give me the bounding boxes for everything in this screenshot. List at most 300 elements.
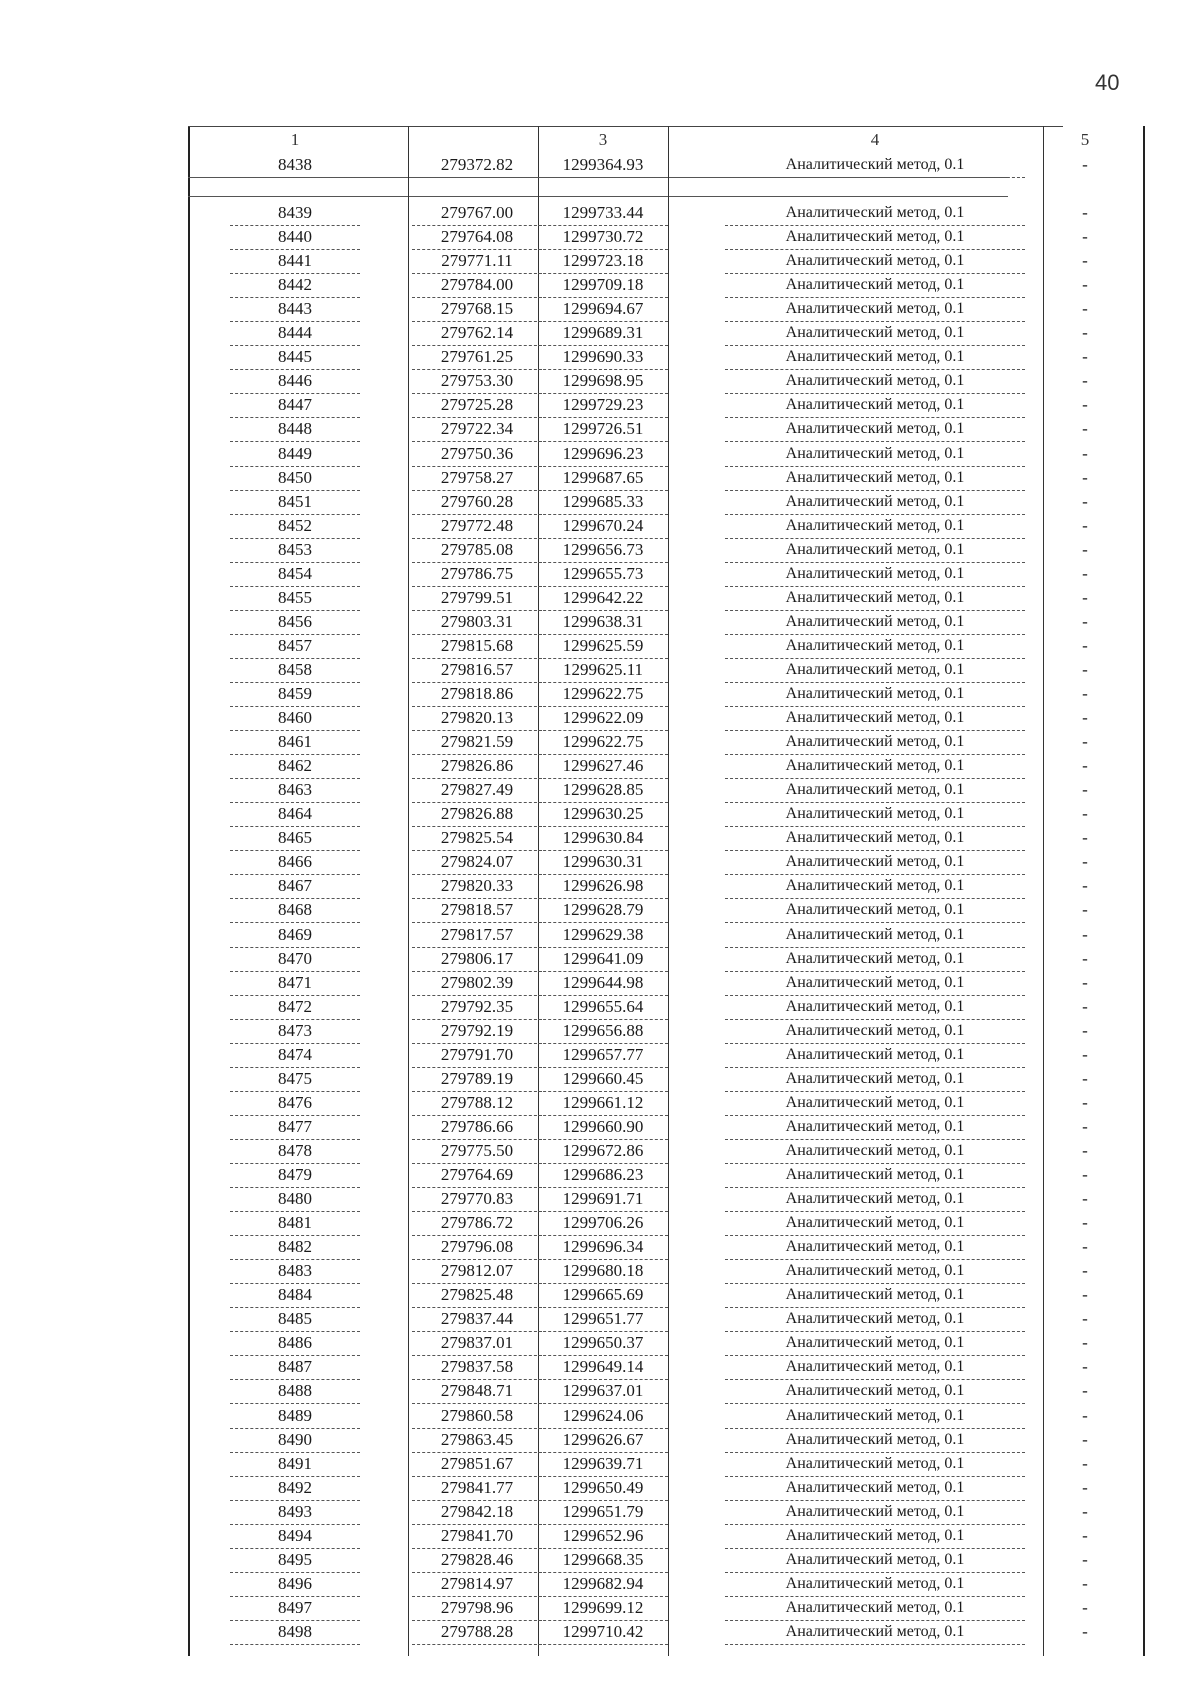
cell-coord-y: 1299650.37 bbox=[538, 1331, 668, 1356]
table-row bbox=[190, 1404, 1145, 1428]
cell-note: - bbox=[1082, 659, 1088, 679]
cell-method-accuracy: Аналитический метод, 0.1 bbox=[725, 1500, 1025, 1525]
cell-method-accuracy: Аналитический метод, 0.1 bbox=[725, 610, 1025, 635]
table-row bbox=[190, 1452, 1145, 1476]
cell-coord-x: 279764.08 bbox=[412, 225, 542, 250]
cell-note: - bbox=[1082, 1429, 1088, 1449]
cell-coord-y: 1299699.12 bbox=[538, 1596, 668, 1621]
cell-point-number: 8474 bbox=[230, 1043, 360, 1068]
cell-coord-y: 1299638.31 bbox=[538, 610, 668, 635]
cell-coord-y: 1299710.42 bbox=[538, 1620, 668, 1645]
cell-note: - bbox=[1082, 227, 1088, 247]
cell-coord-y: 1299696.34 bbox=[538, 1235, 668, 1260]
cell-method-accuracy: Аналитический метод, 0.1 bbox=[725, 971, 1025, 996]
cell-point-number: 8438 bbox=[230, 153, 360, 178]
cell-method-accuracy: Аналитический метод, 0.1 bbox=[725, 393, 1025, 418]
cell-method-accuracy: Аналитический метод, 0.1 bbox=[725, 225, 1025, 250]
cell-coord-y: 1299687.65 bbox=[538, 466, 668, 491]
cell-method-accuracy: Аналитический метод, 0.1 bbox=[725, 1355, 1025, 1380]
cell-note: - bbox=[1082, 1405, 1088, 1425]
cell-point-number: 8461 bbox=[230, 730, 360, 755]
cell-point-number: 8477 bbox=[230, 1115, 360, 1140]
cell-point-number: 8454 bbox=[230, 562, 360, 587]
cell-point-number: 8460 bbox=[230, 706, 360, 731]
cell-coord-y: 1299642.22 bbox=[538, 586, 668, 611]
cell-point-number: 8480 bbox=[230, 1187, 360, 1212]
cell-note: - bbox=[1082, 491, 1088, 511]
cell-method-accuracy: Аналитический метод, 0.1 bbox=[725, 586, 1025, 611]
cell-note: - bbox=[1082, 924, 1088, 944]
cell-method-accuracy: Аналитический метод, 0.1 bbox=[725, 1115, 1025, 1140]
cell-coord-y: 1299630.25 bbox=[538, 802, 668, 827]
cell-point-number: 8495 bbox=[230, 1548, 360, 1573]
cell-coord-x: 279785.08 bbox=[412, 538, 542, 563]
cell-coord-x: 279789.19 bbox=[412, 1067, 542, 1092]
cell-point-number: 8449 bbox=[230, 442, 360, 467]
cell-coord-y: 1299649.14 bbox=[538, 1355, 668, 1380]
cell-method-accuracy: Аналитический метод, 0.1 bbox=[725, 730, 1025, 755]
cell-method-accuracy: Аналитический метод, 0.1 bbox=[725, 754, 1025, 779]
cell-point-number: 8486 bbox=[230, 1331, 360, 1356]
cell-note: - bbox=[1082, 732, 1088, 752]
cell-coord-y: 1299680.18 bbox=[538, 1259, 668, 1284]
cell-note: - bbox=[1082, 1213, 1088, 1233]
table-row bbox=[190, 874, 1145, 898]
cell-point-number: 8455 bbox=[230, 586, 360, 611]
cell-method-accuracy: Аналитический метод, 0.1 bbox=[725, 1067, 1025, 1092]
cell-method-accuracy: Аналитический метод, 0.1 bbox=[725, 417, 1025, 442]
cell-coord-x: 279826.86 bbox=[412, 754, 542, 779]
cell-coord-y: 1299694.67 bbox=[538, 297, 668, 322]
table-row bbox=[190, 1355, 1145, 1379]
cell-coord-x: 279771.11 bbox=[412, 249, 542, 274]
cell-coord-x: 279760.28 bbox=[412, 490, 542, 515]
cell-coord-y: 1299652.96 bbox=[538, 1524, 668, 1549]
cell-note: - bbox=[1082, 1189, 1088, 1209]
cell-note: - bbox=[1082, 1261, 1088, 1281]
cell-coord-x: 279770.83 bbox=[412, 1187, 542, 1212]
cell-point-number: 8469 bbox=[230, 923, 360, 948]
cell-point-number: 8482 bbox=[230, 1235, 360, 1260]
cell-coord-y: 1299629.38 bbox=[538, 923, 668, 948]
table-row bbox=[190, 610, 1145, 634]
cell-coord-x: 279820.33 bbox=[412, 874, 542, 899]
cell-coord-x: 279767.00 bbox=[412, 201, 542, 226]
cell-coord-y: 1299627.46 bbox=[538, 754, 668, 779]
cell-coord-y: 1299637.01 bbox=[538, 1379, 668, 1404]
cell-point-number: 8472 bbox=[230, 995, 360, 1020]
cell-note: - bbox=[1082, 1165, 1088, 1184]
cell-note: - bbox=[1082, 1501, 1088, 1521]
cell-point-number: 8451 bbox=[230, 490, 360, 515]
table-row bbox=[190, 1428, 1145, 1452]
cell-coord-x: 279762.14 bbox=[412, 321, 542, 346]
cell-coord-x: 279799.51 bbox=[412, 586, 542, 611]
table-row bbox=[190, 995, 1145, 1019]
cell-coord-y: 1299622.75 bbox=[538, 682, 668, 707]
cell-note: - bbox=[1082, 1477, 1088, 1497]
cell-coord-x: 279750.36 bbox=[412, 442, 542, 467]
cell-coord-x: 279792.35 bbox=[412, 995, 542, 1020]
cell-point-number: 8458 bbox=[230, 658, 360, 683]
cell-point-number: 8459 bbox=[230, 682, 360, 707]
cell-coord-x: 279815.68 bbox=[412, 634, 542, 659]
cell-coord-x: 279818.57 bbox=[412, 898, 542, 923]
cell-method-accuracy: Аналитический метод, 0.1 bbox=[725, 201, 1025, 226]
table-row bbox=[190, 1379, 1145, 1403]
cell-method-accuracy: Аналитический метод, 0.1 bbox=[725, 850, 1025, 875]
cell-point-number: 8464 bbox=[230, 802, 360, 827]
cell-point-number: 8468 bbox=[230, 898, 360, 923]
cell-point-number: 8476 bbox=[230, 1091, 360, 1116]
cell-note: - bbox=[1082, 515, 1088, 535]
cell-note: - bbox=[1082, 828, 1088, 848]
table-row bbox=[190, 538, 1145, 562]
cell-method-accuracy: Аналитический метод, 0.1 bbox=[725, 706, 1025, 731]
cell-note: - bbox=[1082, 1116, 1088, 1136]
cell-coord-x: 279786.75 bbox=[412, 562, 542, 587]
cell-note: - bbox=[1082, 1597, 1088, 1617]
cell-point-number: 8493 bbox=[230, 1500, 360, 1525]
cell-coord-x: 279824.07 bbox=[412, 850, 542, 875]
cell-method-accuracy: Аналитический метод, 0.1 bbox=[725, 1043, 1025, 1068]
table-row bbox=[190, 249, 1145, 273]
cell-note: - bbox=[1082, 876, 1088, 896]
cell-method-accuracy: Аналитический метод, 0.1 bbox=[725, 1524, 1025, 1549]
cell-coord-x: 279761.25 bbox=[412, 345, 542, 370]
cell-note: - bbox=[1082, 804, 1088, 824]
cell-note: - bbox=[1082, 467, 1088, 487]
table-row bbox=[190, 1043, 1145, 1067]
cell-note: - bbox=[1082, 1285, 1088, 1305]
table-row bbox=[190, 1307, 1145, 1331]
cell-method-accuracy: Аналитический метод, 0.1 bbox=[725, 1548, 1025, 1573]
table-row bbox=[190, 586, 1145, 610]
table-row bbox=[190, 1163, 1145, 1187]
cell-coord-x: 279722.34 bbox=[412, 417, 542, 442]
cell-coord-x: 279851.67 bbox=[412, 1452, 542, 1477]
cell-method-accuracy: Аналитический метод, 0.1 bbox=[725, 514, 1025, 539]
cell-method-accuracy: Аналитический метод, 0.1 bbox=[725, 538, 1025, 563]
table-row bbox=[190, 345, 1145, 369]
cell-point-number: 8457 bbox=[230, 634, 360, 659]
cell-coord-y: 1299709.18 bbox=[538, 273, 668, 298]
cell-method-accuracy: Аналитический метод, 0.1 bbox=[725, 345, 1025, 370]
cell-method-accuracy: Аналитический метод, 0.1 bbox=[725, 1620, 1025, 1645]
cell-coord-x: 279806.17 bbox=[412, 947, 542, 972]
table-row bbox=[190, 201, 1145, 225]
first-row-separator bbox=[188, 196, 1008, 197]
cell-coord-x: 279828.46 bbox=[412, 1548, 542, 1573]
cell-note: - bbox=[1082, 371, 1088, 391]
table-row bbox=[190, 802, 1145, 826]
cell-method-accuracy: Аналитический метод, 0.1 bbox=[725, 1187, 1025, 1212]
cell-point-number: 8445 bbox=[230, 345, 360, 370]
cell-coord-y: 1299657.77 bbox=[538, 1043, 668, 1068]
cell-method-accuracy: Аналитический метод, 0.1 bbox=[725, 1428, 1025, 1453]
cell-coord-y: 1299726.51 bbox=[538, 417, 668, 442]
cell-point-number: 8466 bbox=[230, 850, 360, 875]
cell-method-accuracy: Аналитический метод, 0.1 bbox=[725, 802, 1025, 827]
table-row bbox=[190, 442, 1145, 466]
page-number: 40 bbox=[1095, 70, 1120, 95]
cell-note: - bbox=[1082, 1453, 1088, 1473]
cell-coord-y: 1299628.79 bbox=[538, 898, 668, 923]
cell-coord-y: 1299625.11 bbox=[538, 658, 668, 683]
cell-coord-y: 1299690.33 bbox=[538, 345, 668, 370]
cell-coord-x: 279784.00 bbox=[412, 273, 542, 298]
cell-method-accuracy: Аналитический метод, 0.1 bbox=[725, 490, 1025, 515]
cell-point-number: 8473 bbox=[230, 1019, 360, 1044]
cell-point-number: 8446 bbox=[230, 369, 360, 394]
table-row bbox=[190, 393, 1145, 417]
cell-method-accuracy: Аналитический метод, 0.1 bbox=[725, 297, 1025, 322]
table-row bbox=[190, 562, 1145, 586]
cell-note: - bbox=[1082, 299, 1088, 319]
cell-method-accuracy: Аналитический метод, 0.1 bbox=[725, 442, 1025, 467]
cell-method-accuracy: Аналитический метод, 0.1 bbox=[725, 1163, 1025, 1188]
cell-note: - bbox=[1082, 203, 1088, 222]
header-col-2 bbox=[412, 128, 542, 152]
cell-point-number: 8450 bbox=[230, 466, 360, 491]
table-row bbox=[190, 1019, 1145, 1043]
cell-point-number: 8465 bbox=[230, 826, 360, 851]
cell-coord-y: 1299685.33 bbox=[538, 490, 668, 515]
cell-coord-x: 279812.07 bbox=[412, 1259, 542, 1284]
table-row bbox=[190, 1067, 1145, 1091]
cell-point-number: 8492 bbox=[230, 1476, 360, 1501]
cell-point-number: 8448 bbox=[230, 417, 360, 442]
cell-coord-y: 1299723.18 bbox=[538, 249, 668, 274]
cell-point-number: 8488 bbox=[230, 1379, 360, 1404]
table-row bbox=[190, 1283, 1145, 1307]
cell-method-accuracy: Аналитический метод, 0.1 bbox=[725, 249, 1025, 274]
cell-coord-y: 1299624.06 bbox=[538, 1404, 668, 1429]
cell-coord-x: 279837.58 bbox=[412, 1355, 542, 1380]
cell-method-accuracy: Аналитический метод, 0.1 bbox=[725, 1331, 1025, 1356]
cell-point-number: 8490 bbox=[230, 1428, 360, 1453]
cell-note: - bbox=[1082, 563, 1088, 583]
cell-method-accuracy: Аналитический метод, 0.1 bbox=[725, 1259, 1025, 1284]
cell-method-accuracy: Аналитический метод, 0.1 bbox=[725, 1404, 1025, 1429]
cell-note: - bbox=[1082, 1140, 1088, 1160]
cell-point-number: 8463 bbox=[230, 778, 360, 803]
cell-point-number: 8471 bbox=[230, 971, 360, 996]
cell-note: - bbox=[1082, 780, 1088, 800]
cell-coord-x: 279825.48 bbox=[412, 1283, 542, 1308]
cell-coord-y: 1299630.31 bbox=[538, 850, 668, 875]
cell-method-accuracy: Аналитический метод, 0.1 bbox=[725, 1307, 1025, 1332]
cell-note: - bbox=[1082, 948, 1088, 968]
cell-coord-y: 1299655.64 bbox=[538, 995, 668, 1020]
cell-coord-x: 279842.18 bbox=[412, 1500, 542, 1525]
cell-coord-x: 279817.57 bbox=[412, 923, 542, 948]
table-row bbox=[190, 514, 1145, 538]
cell-point-number: 8494 bbox=[230, 1524, 360, 1549]
table-top-border bbox=[188, 126, 1063, 127]
table-header-row bbox=[190, 128, 1145, 152]
cell-coord-y: 1299698.95 bbox=[538, 369, 668, 394]
table-row bbox=[190, 417, 1145, 441]
cell-coord-x: 279768.15 bbox=[412, 297, 542, 322]
cell-point-number: 8439 bbox=[230, 201, 360, 226]
cell-coord-x: 279792.19 bbox=[412, 1019, 542, 1044]
cell-coord-x: 279814.97 bbox=[412, 1572, 542, 1597]
cell-note: - bbox=[1082, 275, 1088, 295]
cell-point-number: 8496 bbox=[230, 1572, 360, 1597]
table-row bbox=[190, 1572, 1145, 1596]
cell-method-accuracy: Аналитический метод, 0.1 bbox=[725, 658, 1025, 683]
cell-coord-x: 279820.13 bbox=[412, 706, 542, 731]
cell-note: - bbox=[1082, 684, 1088, 703]
cell-note: - bbox=[1082, 347, 1088, 367]
cell-point-number: 8443 bbox=[230, 297, 360, 322]
cell-method-accuracy: Аналитический метод, 0.1 bbox=[725, 634, 1025, 659]
table-row bbox=[190, 1331, 1145, 1355]
cell-note: - bbox=[1082, 587, 1088, 607]
cell-coord-y: 1299665.69 bbox=[538, 1283, 668, 1308]
cell-coord-y: 1299691.71 bbox=[538, 1187, 668, 1212]
cell-coord-x: 279753.30 bbox=[412, 369, 542, 394]
table-row bbox=[190, 1524, 1145, 1548]
cell-point-number: 8441 bbox=[230, 249, 360, 274]
cell-coord-y: 1299626.67 bbox=[538, 1428, 668, 1453]
cell-coord-y: 1299661.12 bbox=[538, 1091, 668, 1116]
cell-coord-y: 1299672.86 bbox=[538, 1139, 668, 1164]
cell-method-accuracy: Аналитический метод, 0.1 bbox=[725, 1572, 1025, 1597]
cell-method-accuracy: Аналитический метод, 0.1 bbox=[725, 947, 1025, 972]
cell-coord-y: 1299628.85 bbox=[538, 778, 668, 803]
cell-coord-x: 279841.77 bbox=[412, 1476, 542, 1501]
table-row bbox=[190, 1548, 1145, 1572]
cell-coord-x: 279786.66 bbox=[412, 1115, 542, 1140]
table-row bbox=[190, 1500, 1145, 1524]
cell-coord-x: 279827.49 bbox=[412, 778, 542, 803]
cell-method-accuracy: Аналитический метод, 0.1 bbox=[725, 273, 1025, 298]
table-row bbox=[190, 1115, 1145, 1139]
cell-method-accuracy: Аналитический метод, 0.1 bbox=[725, 923, 1025, 948]
table-row bbox=[190, 1476, 1145, 1500]
cell-coord-x: 279863.45 bbox=[412, 1428, 542, 1453]
cell-method-accuracy: Аналитический метод, 0.1 bbox=[725, 369, 1025, 394]
cell-point-number: 8442 bbox=[230, 273, 360, 298]
cell-point-number: 8478 bbox=[230, 1139, 360, 1164]
cell-coord-x: 279818.86 bbox=[412, 682, 542, 707]
cell-coord-x: 279826.88 bbox=[412, 802, 542, 827]
cell-point-number: 8484 bbox=[230, 1283, 360, 1308]
cell-coord-x: 279825.54 bbox=[412, 826, 542, 851]
cell-coord-y: 1299622.75 bbox=[538, 730, 668, 755]
cell-coord-y: 1299733.44 bbox=[538, 201, 668, 226]
cell-method-accuracy: Аналитический метод, 0.1 bbox=[725, 321, 1025, 346]
cell-coord-x: 279725.28 bbox=[412, 393, 542, 418]
cell-coord-x: 279796.08 bbox=[412, 1235, 542, 1260]
table-row bbox=[190, 778, 1145, 802]
cell-method-accuracy: Аналитический метод, 0.1 bbox=[725, 1452, 1025, 1477]
table-row bbox=[190, 682, 1145, 706]
cell-coord-x: 279848.71 bbox=[412, 1379, 542, 1404]
cell-coord-y: 1299655.73 bbox=[538, 562, 668, 587]
table-row bbox=[190, 1259, 1145, 1283]
cell-method-accuracy: Аналитический метод, 0.1 bbox=[725, 466, 1025, 491]
cell-coord-y: 1299730.72 bbox=[538, 225, 668, 250]
table-row bbox=[190, 898, 1145, 922]
cell-note: - bbox=[1082, 1621, 1088, 1641]
cell-coord-y: 1299656.73 bbox=[538, 538, 668, 563]
cell-coord-x: 279802.39 bbox=[412, 971, 542, 996]
cell-coord-x: 279764.69 bbox=[412, 1163, 542, 1188]
cell-point-number: 8498 bbox=[230, 1620, 360, 1645]
cell-coord-y: 1299668.35 bbox=[538, 1548, 668, 1573]
cell-coord-y: 1299696.23 bbox=[538, 442, 668, 467]
cell-method-accuracy: Аналитический метод, 0.1 bbox=[725, 1211, 1025, 1236]
table-row bbox=[190, 490, 1145, 514]
cell-note: - bbox=[1082, 1525, 1088, 1545]
cell-point-number: 8489 bbox=[230, 1404, 360, 1429]
cell-method-accuracy: Аналитический метод, 0.1 bbox=[725, 682, 1025, 707]
cell-coord-y: 1299650.49 bbox=[538, 1476, 668, 1501]
cell-coord-y: 1299364.93 bbox=[538, 153, 668, 178]
header-col-4: 4 bbox=[870, 130, 880, 149]
cell-point-number: 8467 bbox=[230, 874, 360, 899]
cell-coord-x: 279788.28 bbox=[412, 1620, 542, 1645]
cell-coord-x: 279821.59 bbox=[412, 730, 542, 755]
cell-method-accuracy: Аналитический метод, 0.1 bbox=[725, 1091, 1025, 1116]
cell-note: - bbox=[1082, 996, 1088, 1016]
cell-coord-y: 1299622.09 bbox=[538, 706, 668, 731]
cell-coord-x: 279786.72 bbox=[412, 1211, 542, 1236]
cell-method-accuracy: Аналитический метод, 0.1 bbox=[725, 874, 1025, 899]
cell-coord-x: 279788.12 bbox=[412, 1091, 542, 1116]
cell-coord-y: 1299630.84 bbox=[538, 826, 668, 851]
cell-coord-y: 1299689.31 bbox=[538, 321, 668, 346]
cell-note: - bbox=[1082, 539, 1088, 559]
cell-note: - bbox=[1082, 1020, 1088, 1040]
cell-method-accuracy: Аналитический метод, 0.1 bbox=[725, 826, 1025, 851]
cell-method-accuracy: Аналитический метод, 0.1 bbox=[725, 562, 1025, 587]
cell-point-number: 8481 bbox=[230, 1211, 360, 1236]
cell-coord-x: 279841.70 bbox=[412, 1524, 542, 1549]
cell-note: - bbox=[1082, 395, 1088, 415]
cell-point-number: 8479 bbox=[230, 1163, 360, 1188]
cell-coord-y: 1299729.23 bbox=[538, 393, 668, 418]
table-row bbox=[190, 850, 1145, 874]
cell-note: - bbox=[1082, 1573, 1088, 1593]
cell-note: - bbox=[1082, 1044, 1088, 1064]
cell-note: - bbox=[1082, 611, 1088, 631]
cell-point-number: 8485 bbox=[230, 1307, 360, 1332]
cell-method-accuracy: Аналитический метод, 0.1 bbox=[725, 1235, 1025, 1260]
cell-method-accuracy: Аналитический метод, 0.1 bbox=[725, 153, 1025, 178]
cell-note: - bbox=[1082, 443, 1088, 463]
cell-note: - bbox=[1082, 635, 1088, 655]
header-col-5: 5 bbox=[1080, 130, 1090, 149]
cell-method-accuracy: Аналитический метод, 0.1 bbox=[725, 1139, 1025, 1164]
table-row bbox=[190, 658, 1145, 682]
cell-coord-y: 1299651.79 bbox=[538, 1500, 668, 1525]
cell-coord-y: 1299641.09 bbox=[538, 947, 668, 972]
cell-coord-y: 1299660.90 bbox=[538, 1115, 668, 1140]
cell-note: - bbox=[1082, 1357, 1088, 1377]
cell-coord-x: 279803.31 bbox=[412, 610, 542, 635]
table-row bbox=[190, 466, 1145, 490]
table-row bbox=[190, 634, 1145, 658]
cell-point-number: 8475 bbox=[230, 1067, 360, 1092]
cell-method-accuracy: Аналитический метод, 0.1 bbox=[725, 1019, 1025, 1044]
table-row bbox=[190, 273, 1145, 297]
cell-point-number: 8487 bbox=[230, 1355, 360, 1380]
cell-note: - bbox=[1082, 708, 1088, 728]
